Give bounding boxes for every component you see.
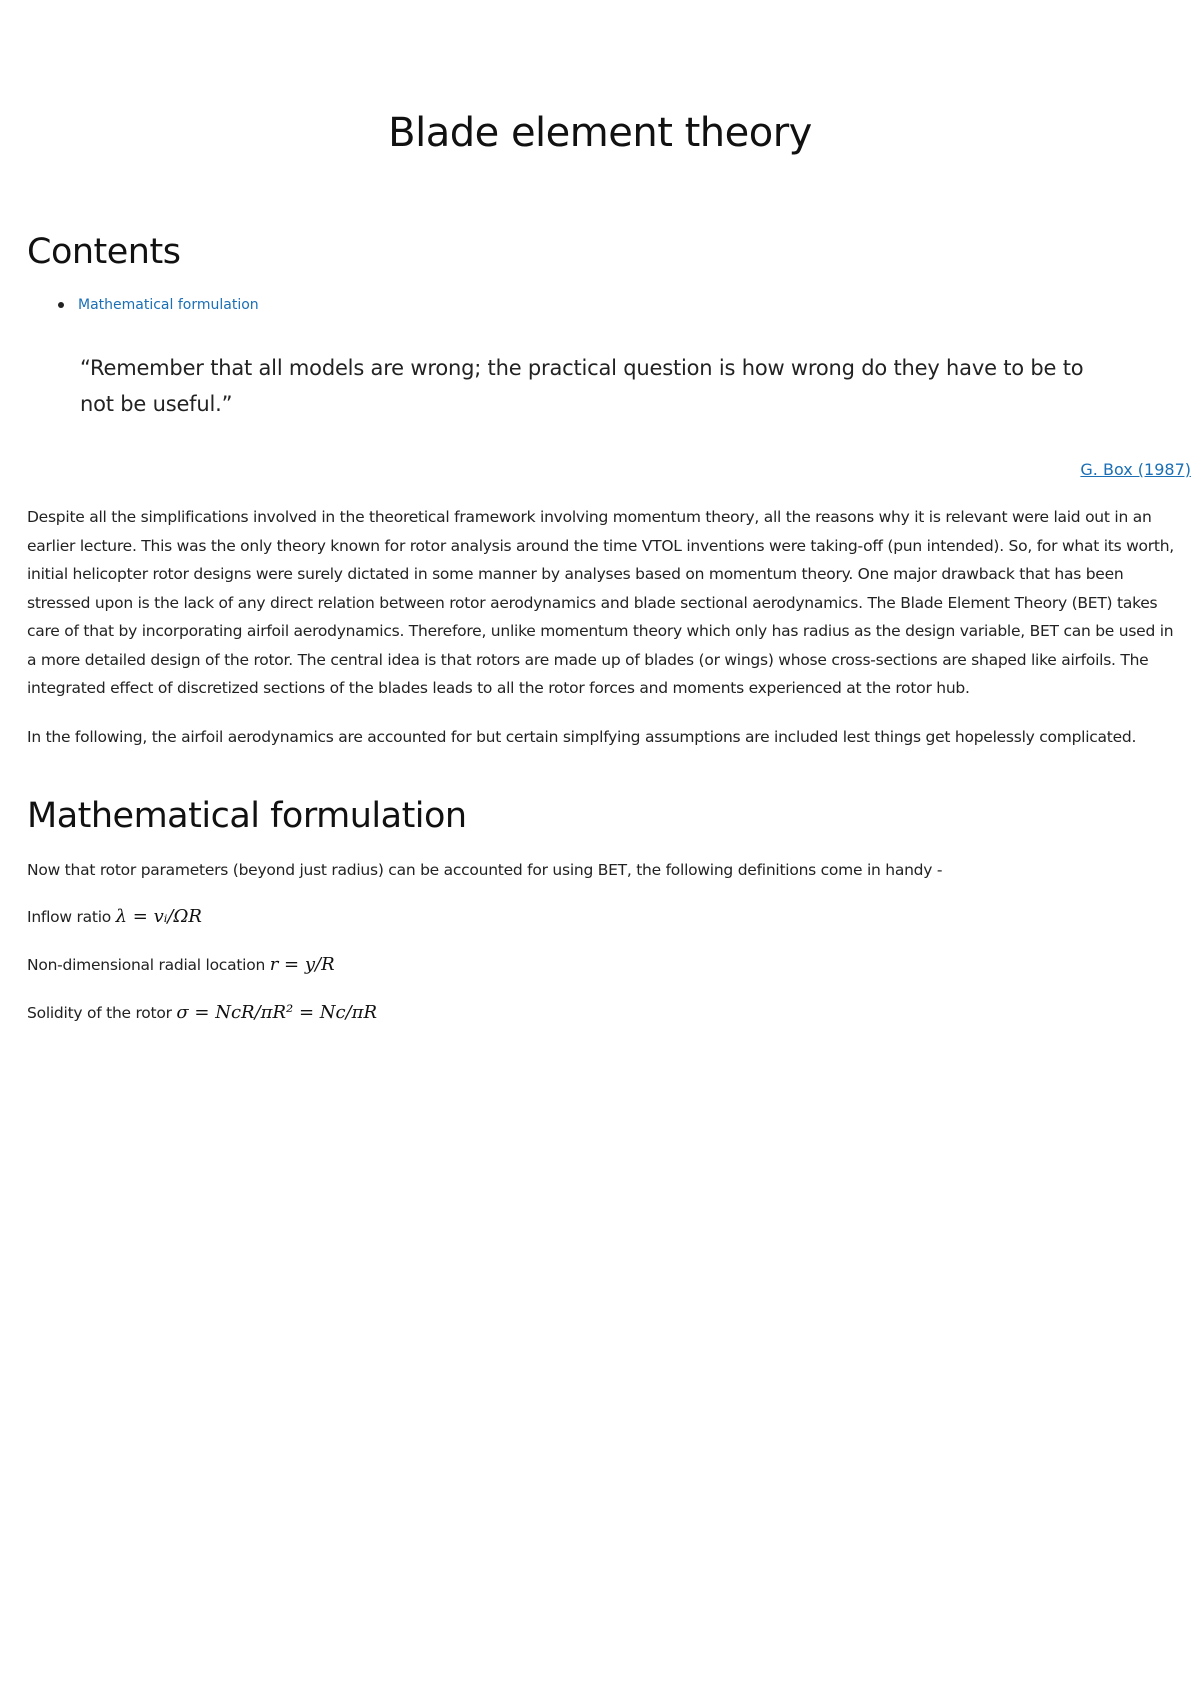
table-of-contents xyxy=(58,295,259,315)
definition-radial-location xyxy=(27,951,335,979)
section-heading-mathematical-formulation: Mathematical formulation xyxy=(27,796,467,836)
epigraph-quote: “Remember that all models are wrong; the practical question is how wrong do they have to be to not be useful.” xyxy=(80,356,1084,416)
contents-heading: Contents xyxy=(27,232,181,272)
bullet-icon xyxy=(58,302,64,308)
quote-attribution xyxy=(1080,460,1191,480)
toc-link-mathematical-formulation[interactable]: Mathematical formulation xyxy=(78,297,259,313)
definition-label: Non-dimensional radial location xyxy=(27,956,266,974)
toc-item-mathematical-formulation xyxy=(58,295,259,315)
definition-solidity xyxy=(27,999,377,1027)
definitions-intro: Now that rotor parameters (beyond just radius) can be accounted for using BET, the following definitions come in handy - xyxy=(27,861,943,879)
page-title: Blade element theory xyxy=(388,110,812,156)
definition-formula: r = y/R xyxy=(269,954,335,975)
intro-paragraph: Despite all the simplifications involved in the theoretical framework involving momentum theory, all the reasons why it is relevant were laid out in an earlier lecture. This was the only theory known for rotor analysis around the time VTOL inventions were taking-off (pun intended). So, for what its worth, initial helicopter rotor designs were surely dictated in some manner by analyses based on momentum theory. One major drawback that has been stressed upon is the lack of any direct relation between rotor aerodynamics and blade sectional aerodynamics. The Blade Element Theory (BET) takes care of that by incorporating airfoil aerodynamics. Therefore, unlike momentum theory which only has radius as the design variable, BET can be used in a more detailed design of the rotor. The central idea is that rotors are made up of blades (or wings) whose cross-sections are shaped like airfoils. The integrated effect of discretized sections of the blades leads to all the rotor forces and moments experienced at the rotor hub. xyxy=(27,508,1174,697)
definition-inflow-ratio xyxy=(27,903,202,931)
attribution-link[interactable]: G. Box (1987) xyxy=(1080,460,1191,479)
definition-label: Inflow ratio xyxy=(27,908,111,926)
definition-label: Solidity of the rotor xyxy=(27,1004,172,1022)
definition-formula: λ = vᵢ/ΩR xyxy=(115,906,202,927)
assumptions-paragraph: In the following, the airfoil aerodynamics are accounted for but certain simplfying assumptions are included lest things get hopelessly complicated. xyxy=(27,728,1137,746)
definition-formula: σ = NcR/πR² = Nc/πR xyxy=(176,1002,378,1023)
